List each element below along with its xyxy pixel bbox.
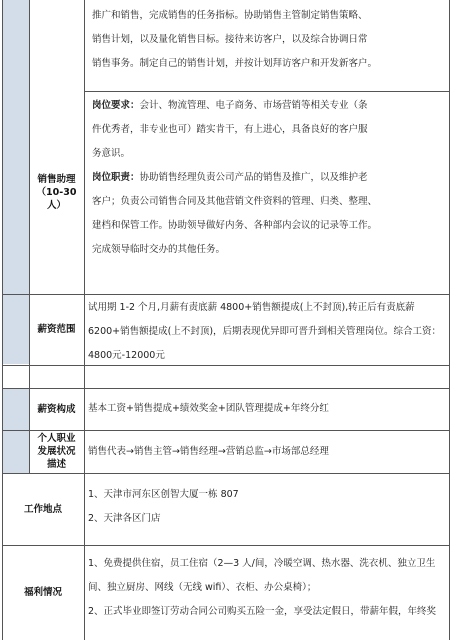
text-line: 6200+销售额提成(上不封顶)，后期表现优异即可晋升到相关管理岗位。综合工资： (88, 326, 442, 337)
text-line: 试用期 1-2 个月,月薪有责底薪 4800+销售额提成(上不封顶),转正后有责底薪 (88, 302, 415, 313)
side-strip-4 (2, 431, 29, 473)
assistant-duties-top (92, 4, 444, 76)
text-line: 协助销售经理负责公司产品的销售及推广，以及维护老 (139, 172, 368, 183)
career-path-text: 销售代表→销售主管→销售经理→营销总监→市场部总经理 (88, 446, 329, 457)
column-divider-label-lower (84, 294, 85, 640)
text-line: 销售计划，以及量化销售目标。接待来访客户，以及综合协调日常 (92, 34, 368, 45)
text-line: 建档和保管工作。协助领导做好内务、各种部内会议的记录等工作。 (92, 220, 378, 231)
position-title-sales-assistant (29, 91, 84, 294)
duty-label: 岗位职责： (92, 172, 140, 183)
assistant-details (92, 94, 444, 262)
text-line: 客户；负责公司销售合同及其他营销文件资料的管理、归类、整理、 (92, 196, 378, 207)
side-strip-2 (2, 295, 29, 364)
work-location-label: 工作地点 (23, 503, 62, 515)
text-line: 务意识。 (92, 148, 131, 159)
text-line: 推广和销售，完成销售的任务指标。协助销售主管制定销售策略、 (92, 10, 368, 21)
side-strip-3 (2, 389, 29, 430)
text-line: 1、免费提供住宿，员工住宿（2—3 人/间，冷暖空调、热水器、洗衣机、独立卫生 (88, 558, 436, 569)
text-line: 销售事务。制定自己的销售计划，并按计划拜访客户和开发新客户。 (92, 58, 378, 69)
salary-range-label: 薪资范围 (37, 324, 76, 335)
salary-range-text (88, 296, 446, 368)
text-line: 完成领导临时交办的其他任务。 (92, 244, 226, 255)
position-title-line1: 销售助理 (37, 174, 76, 185)
text-line: 4800元-12000元 (88, 350, 165, 361)
text-line: 件优秀者，非专业也可）踏实肯干，有上进心，具备良好的客户服 (92, 124, 368, 135)
benefits-text (88, 552, 446, 624)
border-right (449, 0, 450, 640)
row-line-1 (84, 91, 450, 92)
text-line: 会计、物流管理、电子商务、市场营销等相关专业（条 (139, 100, 368, 111)
career-label-line2: 发展状况 (37, 446, 76, 457)
requirement-label: 岗位要求： (92, 100, 140, 111)
text-line: 1、天津市河东区创智大厦一栋 807 (88, 489, 239, 500)
work-location-text (88, 483, 446, 531)
text-line: 间、独立厨房、网线（无线 wifi）、衣柜、办公桌椅）； (88, 582, 317, 593)
salary-structure-label: 薪资构成 (37, 403, 76, 415)
career-label-line1: 个人职业 (37, 433, 76, 444)
salary-structure-text: 基本工资+销售提成+绩效奖金+团队管理提成+年终分红 (88, 403, 329, 414)
column-divider-label-upper (84, 0, 85, 294)
career-path-label (29, 430, 84, 473)
benefits-label: 福利情况 (23, 587, 62, 598)
career-label-line3: 描述 (46, 459, 66, 470)
text-line: 2、天津各区门店 (88, 513, 161, 524)
side-strip-1 (2, 0, 29, 294)
position-title-line2: （10-30 人） (36, 187, 77, 211)
text-line: 2、正式毕业即签订劳动合同公司购买五险一金，享受法定假日，带薪年假，年终奖 (88, 606, 437, 617)
